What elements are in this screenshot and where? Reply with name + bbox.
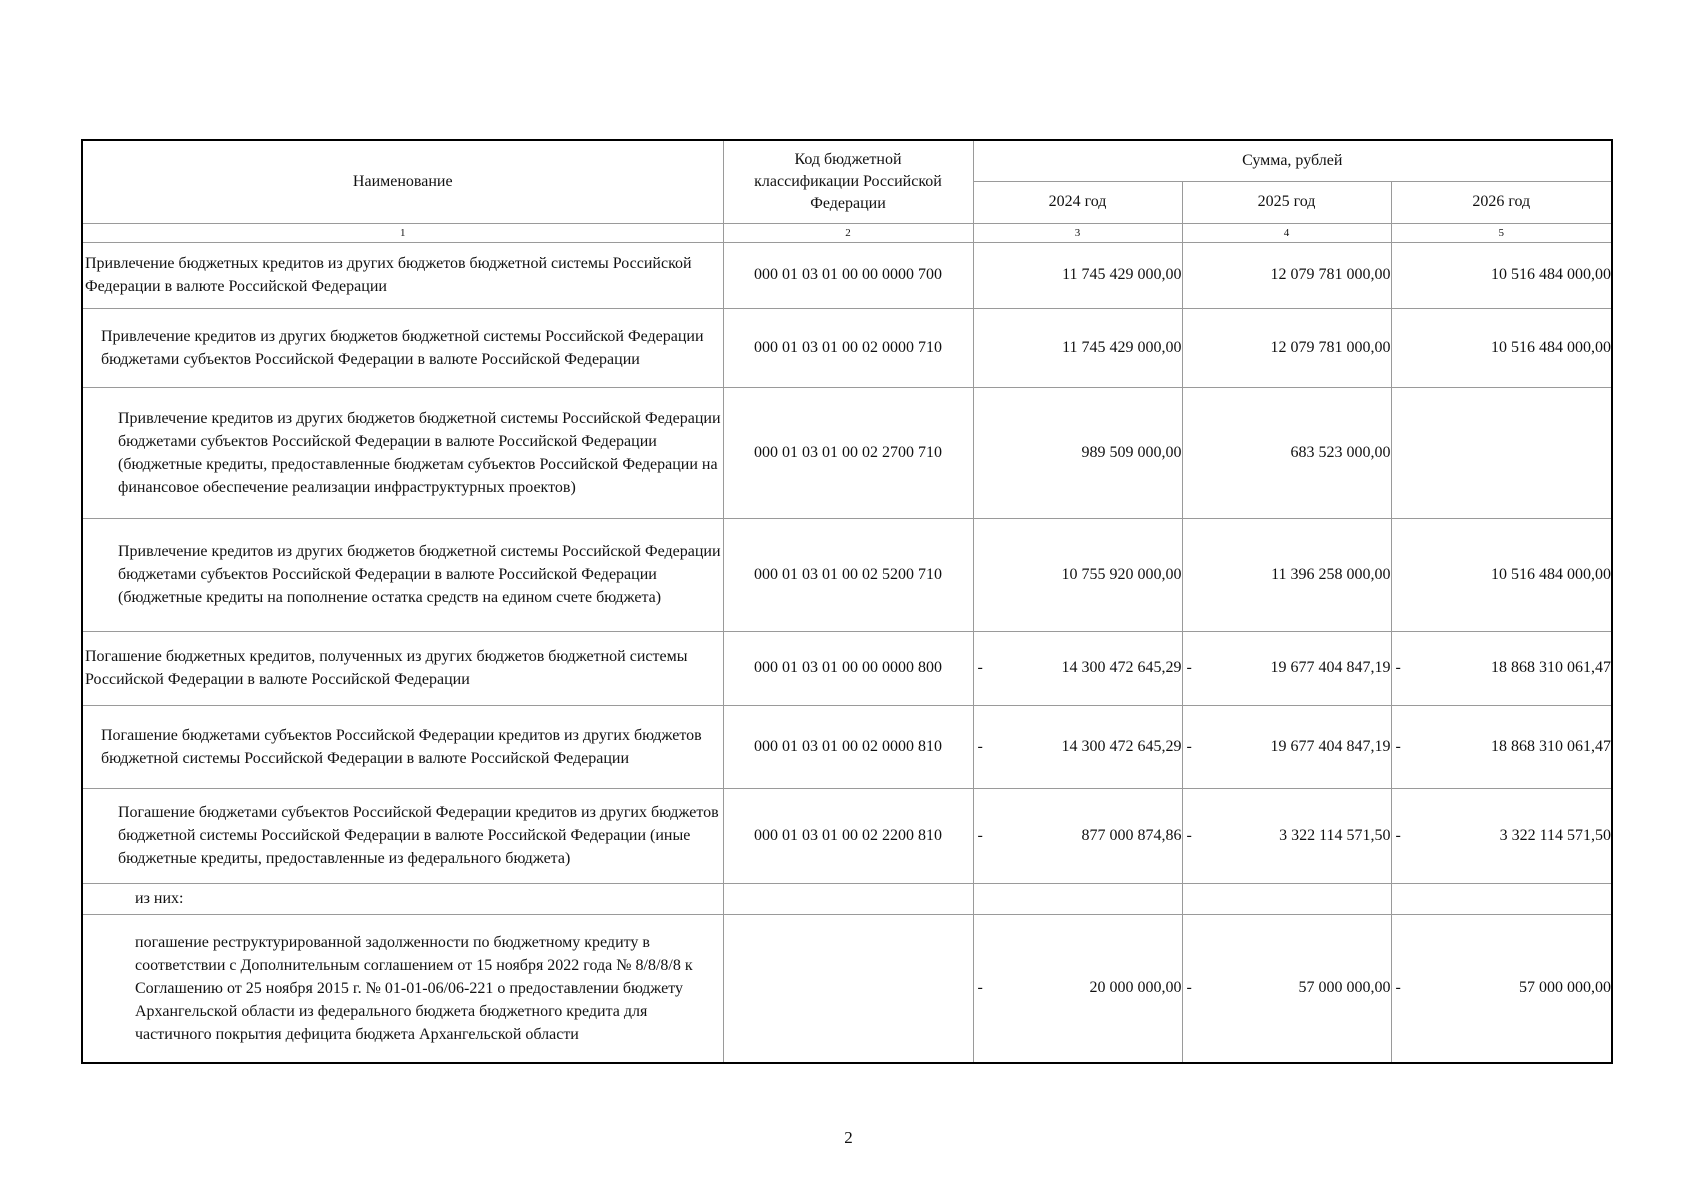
row-code — [723, 914, 973, 1063]
amount-2024 — [973, 883, 1182, 914]
row-name: Погашение бюджетных кредитов, полученных из других бюджетов бюджетной системы Российской Федерации в валюте Российской Федерации — [82, 631, 723, 705]
amount-value: 10 516 484 000,00 — [1491, 338, 1612, 356]
page-number: 2 — [844, 1128, 853, 1147]
amount-2024 — [973, 788, 1182, 883]
amount-2024 — [973, 308, 1182, 387]
row-name: Привлечение кредитов из других бюджетов бюджетной системы Российской Федерации бюджетами субъектов Российской Федерации в валюте Российской Федерации (бюджетные кредиты, предоставленные бюджетам субъектов Российской Федерации на финансовое обеспечение реализации инфраструктурных проектов) — [82, 387, 723, 518]
amount-2024 — [973, 631, 1182, 705]
minus-sign: - — [1395, 979, 1401, 997]
amount-value: 10 516 484 000,00 — [1491, 565, 1612, 583]
amount-2026 — [1391, 631, 1612, 705]
row-name: погашение реструктурированной задолженности по бюджетному кредиту в соответствии с Дополнительным соглашением от 15 ноября 2022 года № 8/8/8/8 к Соглашению от 25 ноября 2015 г. № 01-01-06/06-221 о предоставлении бюджету Архангельской области из федерального бюджета бюджетного кредита для частичного покрытия дефицита бюджета Архангельской области — [82, 914, 723, 1063]
row-code — [723, 883, 973, 914]
row-name: Погашение бюджетами субъектов Российской Федерации кредитов из других бюджетов бюджетной системы Российской Федерации в валюте Российской Федерации (иные бюджетные кредиты, предоставленные из федерального бюджета) — [82, 788, 723, 883]
minus-sign: - — [1186, 979, 1192, 997]
amount-2024 — [973, 518, 1182, 631]
header-year-2025: 2025 год — [1182, 181, 1391, 223]
amount-value: 18 868 310 061,47 — [1491, 659, 1612, 676]
row-code: 000 01 03 01 00 02 0000 810 — [723, 705, 973, 788]
amount-value: 683 523 000,00 — [1290, 443, 1391, 461]
header-name: Наименование — [82, 140, 723, 223]
amount-value: 19 677 404 847,19 — [1270, 737, 1391, 755]
minus-sign: - — [977, 979, 983, 997]
amount-value: 19 677 404 847,19 — [1270, 659, 1391, 676]
table-row — [82, 242, 1612, 308]
amount-2025 — [1182, 387, 1391, 518]
table-row — [82, 387, 1612, 518]
amount-value: 12 079 781 000,00 — [1270, 338, 1391, 356]
minus-sign: - — [977, 826, 983, 844]
amount-value: 10 516 484 000,00 — [1491, 266, 1612, 283]
amount-2024 — [973, 705, 1182, 788]
row-code: 000 01 03 01 00 02 2700 710 — [723, 387, 973, 518]
amount-value: 57 000 000,00 — [1519, 979, 1612, 997]
col-number-5: 5 — [1391, 223, 1612, 242]
amount-value: 57 000 000,00 — [1298, 979, 1391, 997]
row-code: 000 01 03 01 00 02 0000 710 — [723, 308, 973, 387]
col-number-1: 1 — [82, 223, 723, 242]
amount-2026 — [1391, 518, 1612, 631]
amount-value: 11 745 429 000,00 — [1062, 338, 1182, 356]
amount-value: 3 322 114 571,50 — [1279, 826, 1391, 844]
amount-value: 989 509 000,00 — [1081, 443, 1182, 461]
row-code: 000 01 03 01 00 02 2200 810 — [723, 788, 973, 883]
row-code: 000 01 03 01 00 02 5200 710 — [723, 518, 973, 631]
table-row — [82, 631, 1612, 705]
minus-sign: - — [1395, 737, 1401, 755]
col-number-3: 3 — [973, 223, 1182, 242]
amount-2026 — [1391, 788, 1612, 883]
amount-value: 877 000 874,86 — [1081, 826, 1182, 844]
amount-2025 — [1182, 705, 1391, 788]
amount-value: 11 396 258 000,00 — [1271, 565, 1391, 583]
amount-2025 — [1182, 883, 1391, 914]
amount-2026 — [1391, 242, 1612, 308]
minus-sign: - — [1186, 826, 1192, 844]
amount-value: 3 322 114 571,50 — [1499, 826, 1612, 844]
budget-table — [81, 139, 1613, 1064]
amount-value: 14 300 472 645,29 — [1061, 737, 1182, 755]
row-name: Привлечение бюджетных кредитов из других бюджетов бюджетной системы Российской Федерации в валюте Российской Федерации — [82, 242, 723, 308]
amount-value: 18 868 310 061,47 — [1491, 737, 1612, 755]
header-sum: Сумма, рублей — [973, 140, 1612, 181]
row-code: 000 01 03 01 00 00 0000 700 — [723, 242, 973, 308]
amount-2026 — [1391, 705, 1612, 788]
amount-2025 — [1182, 914, 1391, 1063]
table-row — [82, 308, 1612, 387]
amount-value: 10 755 920 000,00 — [1061, 565, 1182, 583]
col-number-4: 4 — [1182, 223, 1391, 242]
amount-2024 — [973, 242, 1182, 308]
row-name: из них: — [82, 883, 723, 914]
minus-sign: - — [1186, 737, 1192, 755]
amount-2025 — [1182, 518, 1391, 631]
amount-value: 20 000 000,00 — [1089, 979, 1182, 997]
amount-2026 — [1391, 387, 1612, 518]
amount-2025 — [1182, 631, 1391, 705]
minus-sign: - — [977, 659, 983, 676]
minus-sign: - — [1395, 826, 1401, 844]
amount-value: 11 745 429 000,00 — [1062, 266, 1182, 283]
amount-2026 — [1391, 883, 1612, 914]
header-year-2026: 2026 год — [1391, 181, 1612, 223]
amount-2026 — [1391, 914, 1612, 1063]
amount-value: 12 079 781 000,00 — [1270, 266, 1391, 283]
amount-2026 — [1391, 308, 1612, 387]
header-year-2024: 2024 год — [973, 181, 1182, 223]
row-code: 000 01 03 01 00 00 0000 800 — [723, 631, 973, 705]
header-code: Код бюджетной классификации Российской Федерации — [723, 140, 973, 223]
row-name: Привлечение кредитов из других бюджетов бюджетной системы Российской Федерации бюджетами субъектов Российской Федерации в валюте Российской Федерации (бюджетные кредиты на пополнение остатка средств на едином счете бюджета) — [82, 518, 723, 631]
minus-sign: - — [1395, 659, 1401, 676]
table-row — [82, 914, 1612, 1063]
table-row — [82, 788, 1612, 883]
amount-2024 — [973, 387, 1182, 518]
table-row — [82, 883, 1612, 914]
minus-sign: - — [977, 737, 983, 755]
table-row — [82, 518, 1612, 631]
minus-sign: - — [1186, 659, 1192, 676]
amount-2025 — [1182, 242, 1391, 308]
row-name: Погашение бюджетами субъектов Российской Федерации кредитов из других бюджетов бюджетной системы Российской Федерации в валюте Российской Федерации — [82, 705, 723, 788]
table-row — [82, 705, 1612, 788]
amount-2025 — [1182, 788, 1391, 883]
amount-2024 — [973, 914, 1182, 1063]
amount-2025 — [1182, 308, 1391, 387]
row-name: Привлечение кредитов из других бюджетов бюджетной системы Российской Федерации бюджетами субъектов Российской Федерации в валюте Российской Федерации — [82, 308, 723, 387]
amount-value: 14 300 472 645,29 — [1061, 659, 1182, 676]
col-number-2: 2 — [723, 223, 973, 242]
